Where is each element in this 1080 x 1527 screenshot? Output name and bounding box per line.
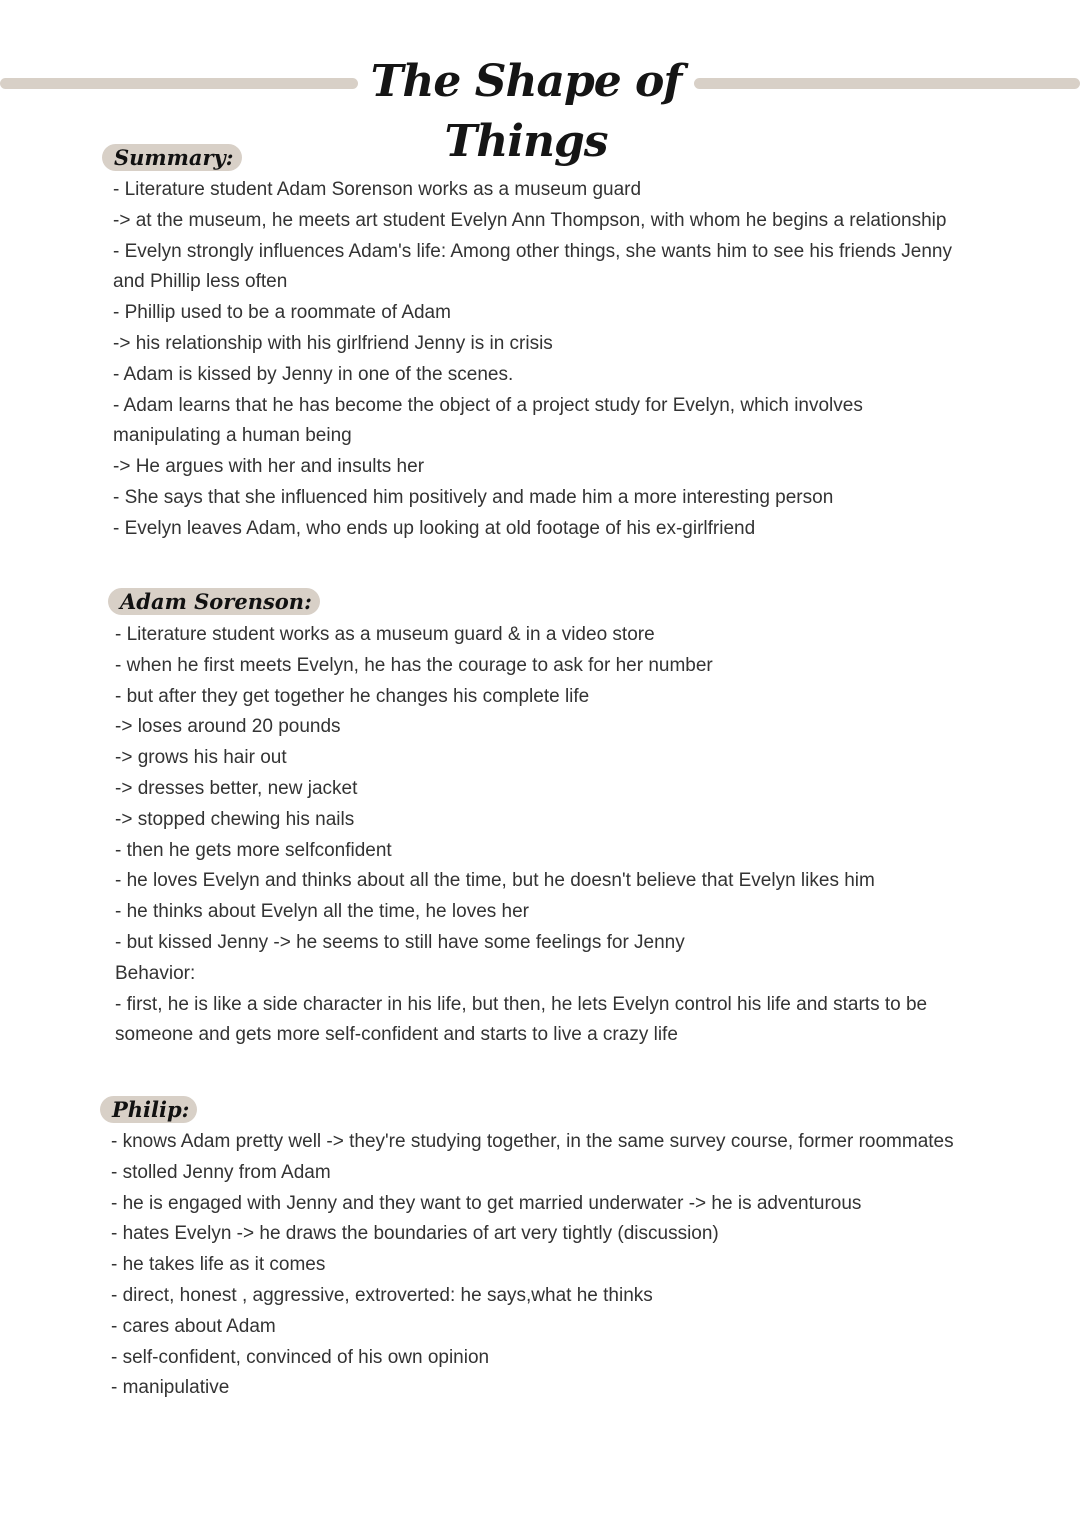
text-line: - hates Evelyn -> he draws the boundaries of art very tightly (discussion) <box>111 1223 719 1245</box>
text-line: - stolled Jenny from Adam <box>111 1161 331 1183</box>
text-line: - he takes life as it comes <box>111 1254 326 1276</box>
text-line: manipulating a human being <box>113 425 352 447</box>
philip-lines <box>111 1127 954 1404</box>
title-rule-right <box>694 78 1080 89</box>
section-heading-adam-sorenson: Adam Sorenson: <box>108 588 320 615</box>
text-line: - cares about Adam <box>111 1315 276 1337</box>
section-heading-summary: Summary: <box>102 144 242 171</box>
title-rule-left <box>0 78 358 89</box>
text-line: - Adam is kissed by Jenny in one of the scenes. <box>113 363 514 385</box>
text-line: - manipulative <box>111 1377 230 1399</box>
text-line: - Literature student works as a museum guard & in a video store <box>115 624 655 645</box>
text-line: - Evelyn leaves Adam, who ends up looking at old footage of his ex-girlfriend <box>113 517 756 539</box>
text-line: - knows Adam pretty well -> they're studying together, in the same survey course, former roommates <box>111 1131 954 1152</box>
text-line: -> his relationship with his girlfriend Jenny is in crisis <box>113 332 553 354</box>
text-line: - Literature student Adam Sorenson works as a museum guard <box>113 179 642 200</box>
text-line: -> He argues with her and insults her <box>113 456 425 478</box>
text-line: - then he gets more selfconfident <box>115 839 392 861</box>
text-line: -> stopped chewing his nails <box>115 808 355 830</box>
text-line: - first, he is like a side character in his life, but then, he lets Evelyn control his life and starts to be <box>115 993 928 1015</box>
text-line: - Adam learns that he has become the object of a project study for Evelyn, which involves <box>113 394 863 416</box>
text-line: - Evelyn strongly influences Adam's life: Among other things, she wants him to see his friends Jenny <box>113 240 952 262</box>
text-line: - but kissed Jenny -> he seems to still have some feelings for Jenny <box>115 931 685 953</box>
text-line: - She says that she influenced him positively and made him a more interesting person <box>113 486 834 508</box>
section-heading-philip: Philip: <box>100 1096 197 1123</box>
page-title: The Shape of Things <box>358 52 694 172</box>
text-line: -> at the museum, he meets art student Evelyn Ann Thompson, with whom he begins a relationship <box>113 209 947 231</box>
text-line: - self-confident, convinced of his own opinion <box>111 1346 490 1368</box>
text-line: someone and gets more self-confident and starts to live a crazy life <box>115 1024 678 1046</box>
summary-lines <box>113 175 952 545</box>
text-line: - Phillip used to be a roommate of Adam <box>113 302 451 324</box>
text-line: -> grows his hair out <box>115 747 287 769</box>
text-line: and Phillip less often <box>113 271 288 293</box>
text-line: - he loves Evelyn and thinks about all the time, but he doesn't believe that Evelyn likes him <box>115 870 875 892</box>
text-line: - when he first meets Evelyn, he has the courage to ask for her number <box>115 654 713 676</box>
text-line: -> dresses better, new jacket <box>115 777 358 799</box>
text-line: Behavior: <box>115 962 196 984</box>
text-line: - he thinks about Evelyn all the time, he loves her <box>115 901 530 923</box>
text-line: - he is engaged with Jenny and they want to get married underwater -> he is adventurous <box>111 1192 862 1214</box>
text-line: - but after they get together he changes his complete life <box>115 685 590 707</box>
text-line: -> loses around 20 pounds <box>115 716 341 738</box>
adam-sorenson-lines <box>115 620 927 1051</box>
text-line: - direct, honest , aggressive, extroverted: he says,what he thinks <box>111 1284 653 1306</box>
